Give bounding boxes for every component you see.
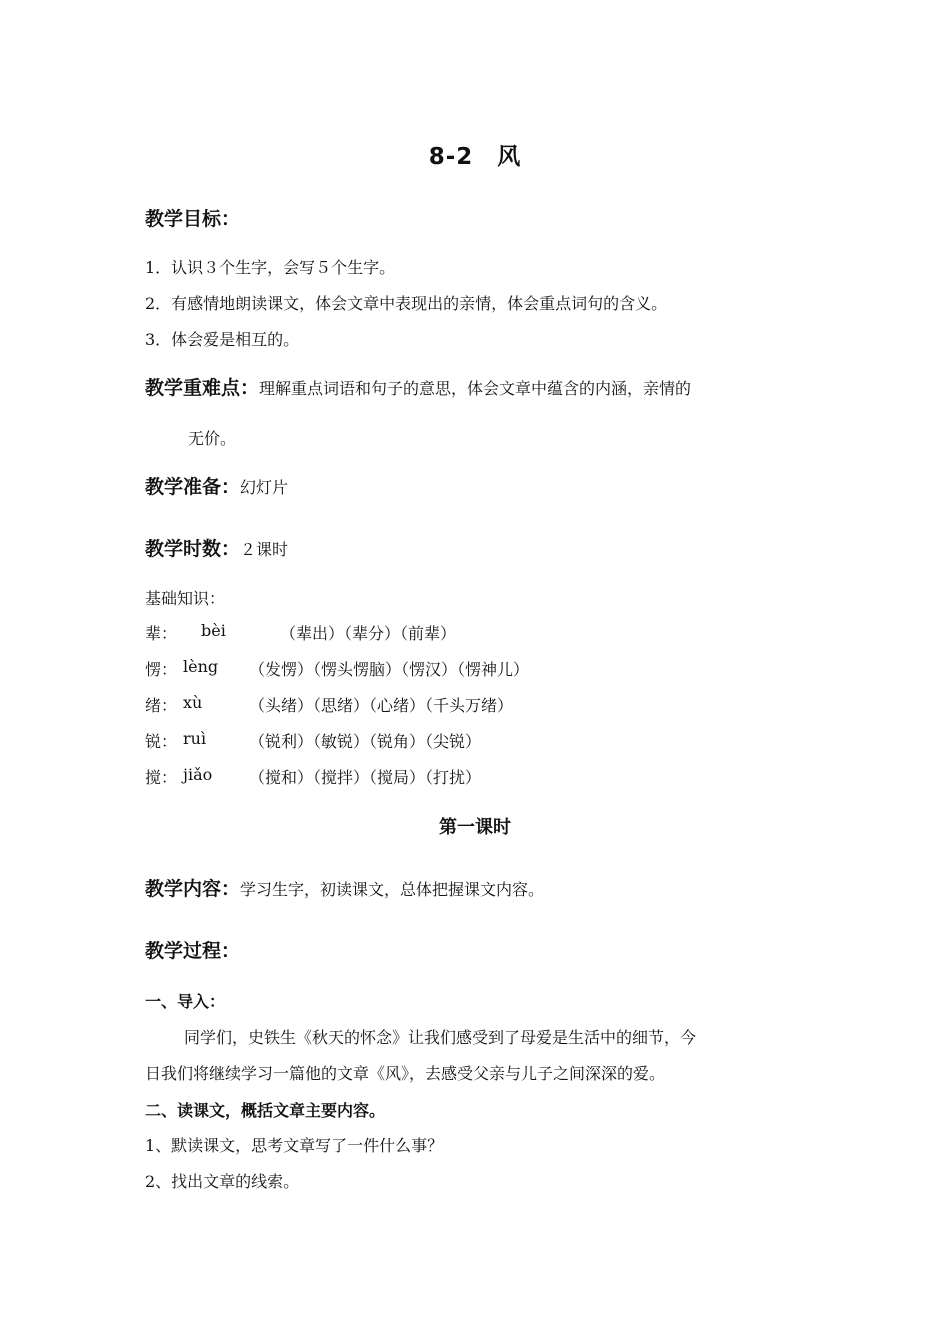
- objective-item: 1．认识３个生字，会写５个生字。: [145, 258, 396, 277]
- word-examples: （搅和）（搅拌）（搅局）（打扰）: [249, 768, 482, 787]
- objectives-heading: 教学目标：: [145, 208, 241, 230]
- hours-paragraph: [145, 534, 288, 561]
- key-points-text: 理解重点词语和句子的意思，体会文章中蕴含的内涵，亲情的: [259, 379, 692, 398]
- hours-heading: 教学时数：: [145, 538, 241, 560]
- word-row: [145, 657, 705, 679]
- word-row: [145, 693, 705, 715]
- preparation-heading: 教学准备：: [145, 476, 241, 498]
- lesson-title: 第一课时: [439, 817, 511, 838]
- preparation-paragraph: [145, 472, 288, 499]
- word-row: [145, 729, 705, 751]
- step2-item: 1、默读课文，思考文章写了一件什么事？: [145, 1136, 444, 1155]
- word-char: 锐：: [145, 732, 178, 751]
- basics-label: 基础知识：: [145, 589, 226, 608]
- word-char: 愣：: [145, 660, 178, 679]
- word-pinyin: ruì: [183, 729, 207, 748]
- word-char: 搅：: [145, 768, 178, 787]
- key-points-text-continued: 无价。: [188, 429, 237, 448]
- word-examples: （辈出）（辈分）（前辈）: [280, 624, 457, 643]
- content-heading: 教学内容：: [145, 878, 241, 900]
- word-pinyin: xù: [183, 693, 203, 712]
- step1-heading: 一、导入：: [145, 992, 226, 1011]
- word-row: [145, 621, 705, 643]
- word-pinyin: jiǎo: [183, 765, 213, 784]
- word-examples: （头绪）（思绪）（心绪）（千头万绪）: [249, 696, 514, 715]
- page-title: 8-2 风: [428, 144, 522, 170]
- key-points-paragraph: [145, 373, 691, 400]
- step2-heading: 二、读课文，概括文章主要内容。: [145, 1101, 386, 1120]
- process-heading: 教学过程：: [145, 940, 241, 962]
- step2-item: 2、找出文章的线索。: [145, 1172, 300, 1191]
- preparation-text: 幻灯片: [240, 478, 289, 497]
- step1-text-line1: 同学们，史铁生《秋天的怀念》让我们感受到了母爱是生活中的细节，今: [184, 1028, 697, 1047]
- objective-item: 3．体会爱是相互的。: [145, 330, 300, 349]
- word-char: 辈：: [145, 624, 178, 643]
- content-text: 学习生字，初读课文，总体把握课文内容。: [240, 880, 545, 899]
- word-pinyin: bèi: [201, 621, 226, 640]
- word-char: 绪：: [145, 696, 178, 715]
- word-row: [145, 765, 705, 787]
- hours-text: ２课时: [240, 540, 289, 559]
- key-points-heading: 教学重难点：: [145, 377, 260, 399]
- step1-text-line2: 日我们将继续学习一篇他的文章《风》，去感受父亲与儿子之间深深的爱。: [145, 1064, 666, 1083]
- word-examples: （发愣）（愣头愣脑）（愣汉）（愣神儿）: [249, 660, 530, 679]
- word-pinyin: lèng: [183, 657, 219, 676]
- word-examples: （锐利）（敏锐）（锐角）（尖锐）: [249, 732, 482, 751]
- objective-item: 2．有感情地朗读课文，体会文章中表现出的亲情，体会重点词句的含义。: [145, 294, 668, 313]
- content-paragraph: [145, 874, 544, 901]
